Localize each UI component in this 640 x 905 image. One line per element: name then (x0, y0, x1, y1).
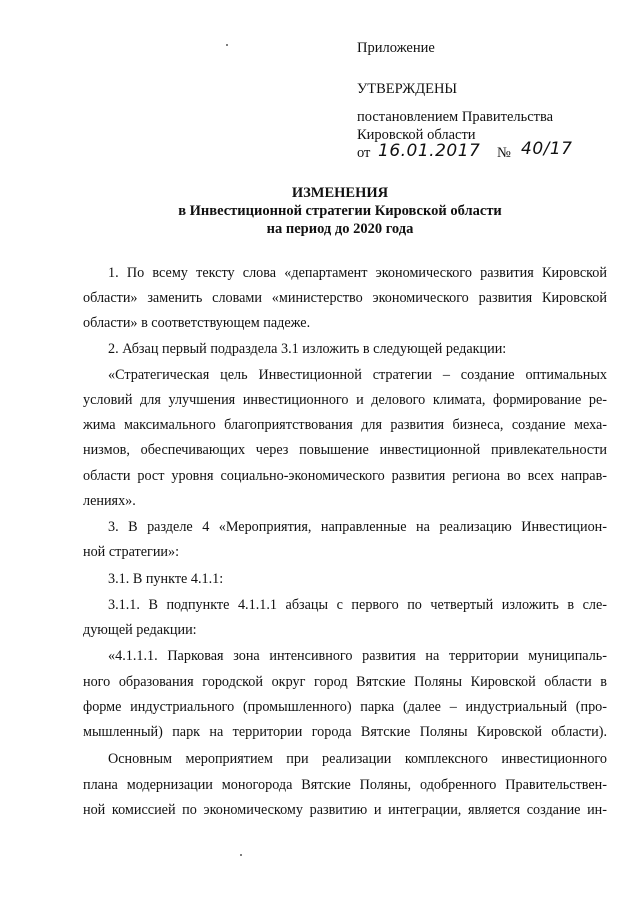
appendix-label: Приложение (357, 40, 435, 56)
body-line: Основным мероприятием при реализации комплексного инвестиционного (108, 751, 607, 767)
body-line: 2. Абзац первый подраздела 3.1 изложить в следующей редакции: (108, 341, 507, 357)
scan-speck (240, 854, 242, 856)
body-line: условий для улучшения инвестиционного и делового климата, формирование ре- (83, 392, 607, 408)
body-line: «4.1.1.1. Парковая зона интенсивного развития на территории муниципаль- (108, 648, 607, 664)
number-prefix: № (497, 145, 511, 161)
decree-line-1: постановлением Правительства (357, 109, 554, 125)
decree-line-2: Кировской области (357, 127, 476, 143)
body-line: жима максимального благоприятствования для развития бизнеса, создание меха- (83, 417, 607, 433)
body-line: «Стратегическая цель Инвестиционной стратегии – создание оптимальных (108, 367, 607, 383)
scan-speck (226, 44, 228, 46)
body-line: 3. В разделе 4 «Мероприятия, направленные на реализацию Инвестицион- (108, 519, 607, 535)
body-line: 1. По всему тексту слова «департамент экономического развития Кировской (108, 265, 607, 281)
doc-subtitle-2: на период до 2020 года (266, 221, 414, 237)
date-handwritten: 16.01.2017 (378, 141, 481, 161)
body-line: мышленный) парк на территории города Вятские Поляны Кировской области). (83, 724, 607, 740)
number-handwritten: 40/17 (521, 139, 573, 159)
doc-title: ИЗМЕНЕНИЯ (291, 185, 389, 201)
body-line: ного образования городской округ город Вятские Поляны Кировской области в (83, 674, 607, 690)
body-line: ной комиссией по экономическому развитию и интеграции, является создание ин- (83, 802, 607, 818)
body-line: области рост уровня социально-экономического развития региона во всех направ- (83, 468, 607, 484)
body-line: форме индустриального (промышленного) парка (далее – индустриальный (про- (83, 699, 607, 715)
body-line: 3.1. В пункте 4.1.1: (108, 571, 224, 587)
body-line: лениях». (83, 493, 136, 509)
body-line: низмов, обеспечивающих через повышение инвестиционной привлекательности (83, 442, 607, 458)
body-line: 3.1.1. В подпункте 4.1.1.1 абзацы с первого по четвертый изложить в сле- (108, 597, 607, 613)
body-line: области» заменить словами «министерство экономического развития Кировской (83, 290, 607, 306)
doc-subtitle-1: в Инвестиционной стратегии Кировской области (178, 203, 502, 219)
body-line: области» в соответствующем падеже. (83, 315, 311, 331)
body-line: ной стратегии»: (83, 544, 180, 560)
date-prefix: от (357, 145, 371, 161)
body-line: плана модернизации моногорода Вятские Поляны, одобренного Правительствен- (83, 777, 607, 793)
body-line: дующей редакции: (83, 622, 197, 638)
approved-label: УТВЕРЖДЕНЫ (357, 81, 458, 97)
